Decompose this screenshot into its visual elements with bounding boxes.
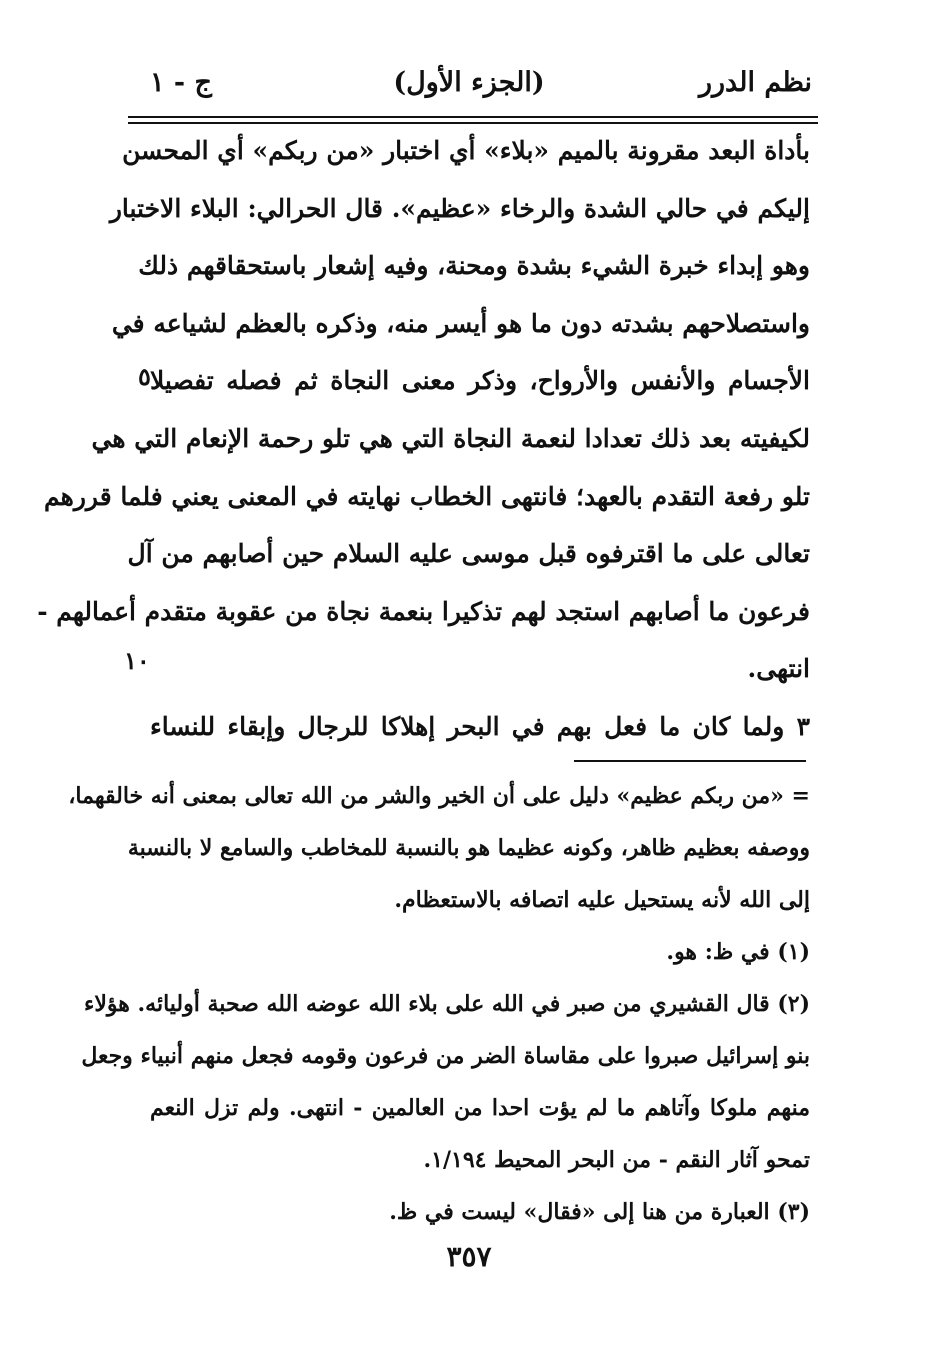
main-line: انتهى. (747, 654, 810, 684)
footnote-line: بنو إسرائيل صبروا على مقاساة الضر من فرعون وقومه فجعل منهم أنبياء وجعل (81, 1043, 810, 1069)
footnote-line: تمحو آثار النقم - من البحر المحيط ١/١٩٤. (423, 1147, 810, 1173)
footnote-line: (١) في ظ: هو. (666, 939, 810, 965)
margin-line-number-10: ١٠ (124, 646, 150, 675)
footnote-line: ووصفه بعظيم ظاهر، وكونه عظيما هو بالنسبة للمخاطب والسامع لا بالنسبة (127, 835, 810, 861)
footnote-line: (٣) العبارة من هنا إلى «فقال» ليست في ظ. (389, 1199, 810, 1225)
footnote-line: منهم ملوكا وآتاهم ما لم يؤت احدا من العالمين - انتهى. ولم تزل النعم (150, 1095, 810, 1121)
main-line: فرعون ما أصابهم استجد لهم تذكيرا بنعمة نجاة من عقوبة متقدم أعمالهم - (37, 596, 810, 626)
margin-line-number-5: ٥ (138, 362, 151, 391)
running-title: نظم الدرر (698, 67, 812, 98)
main-line: بأداة البعد مقرونة بالميم «بلاء» أي اختبار «من ربكم» أي المحسن (122, 136, 810, 165)
footnote-line: إلى الله لأنه يستحيل عليه اتصافه بالاستعظام. (394, 887, 810, 913)
footnote-line: (٢) قال القشيري من صبر في الله على بلاء الله عوضه الله صحبة أوليائه. هؤلاء (83, 991, 810, 1017)
volume-label: (الجزء الأول) (393, 67, 545, 98)
footnote-line: = «من ربكم عظيم» دليل على أن الخير والشر من الله تعالى بمعنى أنه خالقهما، (68, 783, 810, 809)
main-line: لكيفيته بعد ذلك تعدادا لنعمة النجاة التي هي تلو رحمة الإنعام التي هي (91, 423, 810, 453)
main-line: إليكم في حالي الشدة والرخاء «عظيم». قال الحرالي: البلاء الاختبار (109, 193, 810, 223)
footnotes (68, 770, 810, 1238)
page-number: ٣٥٧ (446, 1240, 492, 1273)
footnote-separator (574, 760, 806, 762)
main-line: ٣ ولما كان ما فعل بهم في البحر إهلاكا للرجال وإبقاء للنساء (150, 711, 810, 741)
main-line: الأجسام والأنفس والأرواح، وذكر معنى النجاة ثم فصله تفصيلا (150, 366, 810, 396)
main-line: واستصلاحهم بشدته دون ما هو أيسر منه، وذكره بالعظم لشياعه في (111, 308, 810, 338)
part-number: ج - ١ (150, 67, 212, 98)
main-line: وهو إبداء خبرة الشيء بشدة ومحنة، وفيه إشعار باستحقاقهم ذلك (138, 251, 810, 281)
main-line: تلو رفعة التقدم بالعهد؛ فانتهى الخطاب نهايته في المعنى يعني فلما قررهم (44, 481, 810, 511)
main-line: تعالى على ما اقترفوه قبل موسى عليه السلام حين أصابهم من آل (127, 539, 810, 569)
